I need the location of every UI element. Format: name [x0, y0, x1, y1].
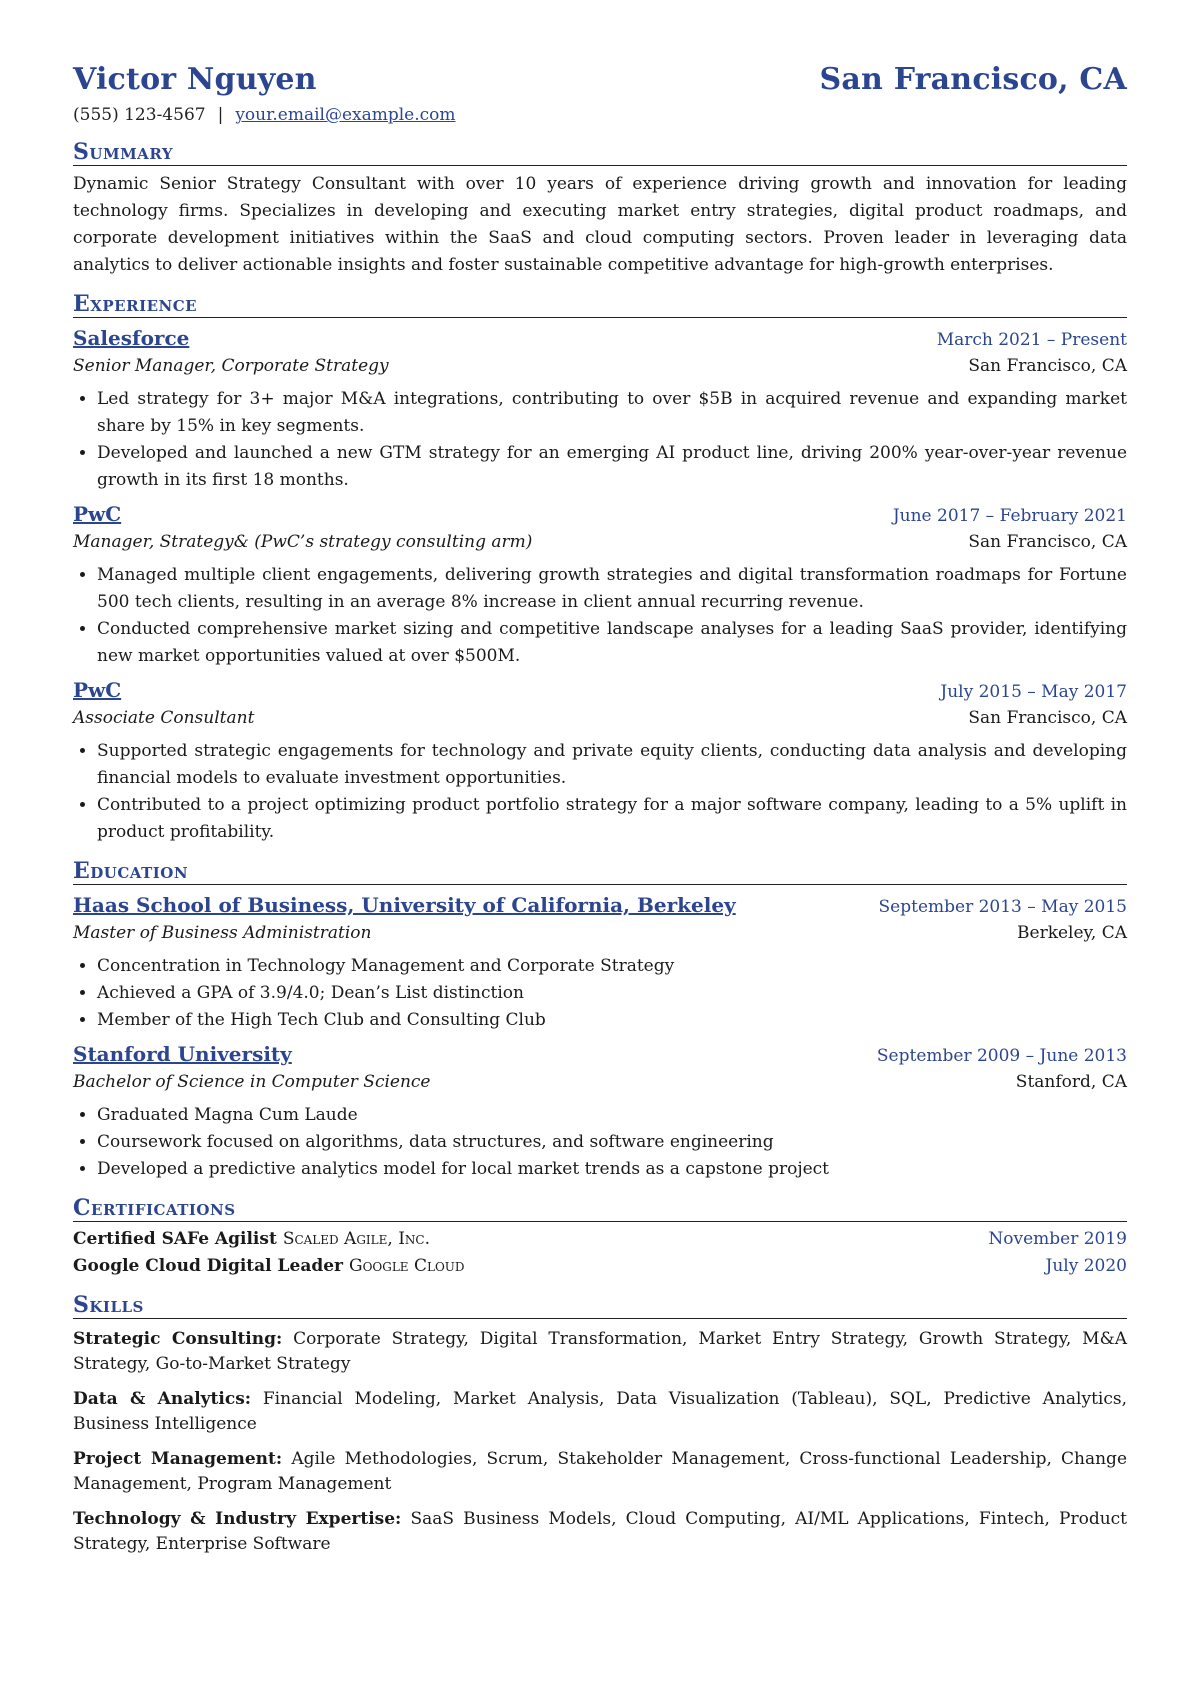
list-item: • Contributed to a project optimizing product portfolio strategy for a major software company, leading to a 5% uplift in product profitability. [97, 792, 1127, 846]
certification-name: Google Cloud Digital Leader [73, 1256, 343, 1276]
summary-text: Dynamic Senior Strategy Consultant with over 10 years of experience driving growth and innovation for leading technology firms. Specializes in developing and executing market entry strategies, digital product roadmaps, and corporate development initiatives within the SaaS and cloud computing sectors. Proven leader in leveraging data analytics to deliver actionable insights and foster sustainable competitive advantage for high-growth enterprises. [73, 174, 1127, 275]
study-dates: September 2013 – May 2015 [878, 897, 1127, 917]
job-title: Manager, Strategy& (PwC’s strategy consulting arm) [73, 532, 533, 552]
contact-line [73, 105, 1127, 125]
job-title: Associate Consultant [73, 708, 255, 728]
job-location: San Francisco, CA [968, 708, 1127, 728]
experience-entry [73, 676, 1127, 846]
certification-date: July 2020 [1045, 1256, 1127, 1276]
certification-item [73, 1226, 1127, 1253]
job-location: San Francisco, CA [968, 356, 1127, 376]
experience-heading: Experience [73, 291, 1127, 318]
employment-dates: July 2015 – May 2017 [940, 682, 1127, 702]
skill-group [73, 1507, 1127, 1557]
job-title: Senior Manager, Corporate Strategy [73, 356, 389, 376]
candidate-location: San Francisco, CA [819, 62, 1127, 97]
skill-group [73, 1327, 1127, 1377]
candidate-name: Victor Nguyen [73, 62, 317, 97]
employer-link[interactable]: Salesforce [73, 326, 190, 350]
employer-link[interactable]: PwC [73, 502, 122, 526]
list-item: • Graduated Magna Cum Laude [97, 1102, 1127, 1129]
skill-list: Agile Methodologies, Scrum, Stakeholder Management, Cross-functional Leadership, Change Management, Program Management [73, 1449, 1128, 1494]
experience-entry [73, 324, 1127, 494]
employment-dates: March 2021 – Present [936, 330, 1127, 350]
achievement-list [73, 386, 1127, 494]
list-item: • Supported strategic engagements for technology and private equity clients, conducting data analysis and developing financial models to evaluate investment opportunities. [97, 738, 1127, 792]
list-item: • Developed a predictive analytics model for local market trends as a capstone project [97, 1156, 1127, 1183]
list-item: • Conducted comprehensive market sizing and competitive landscape analyses for a leading SaaS provider, identifying new market opportunities valued at over $500M. [97, 616, 1127, 670]
experience-entry [73, 500, 1127, 670]
list-item: • Member of the High Tech Club and Consulting Club [97, 1007, 1127, 1034]
education-heading: Education [73, 858, 1127, 885]
list-item: • Concentration in Technology Management and Corporate Strategy [97, 953, 1127, 980]
list-item: • Led strategy for 3+ major M&A integrations, contributing to over $5B in acquired revenue and expanding market share by 15% in key segments. [97, 386, 1127, 440]
study-dates: September 2009 – June 2013 [876, 1046, 1127, 1066]
degree-title: Bachelor of Science in Computer Science [73, 1072, 431, 1092]
certification-name: Certified SAFe Agilist [73, 1229, 277, 1249]
skills-heading: Skills [73, 1292, 1127, 1319]
skill-list: Corporate Strategy, Digital Transformation, Market Entry Strategy, Growth Strategy, M&A Strategy, Go-to-Market Strategy [73, 1329, 1127, 1374]
certification-issuer: Google Cloud [349, 1256, 465, 1276]
education-details-list [73, 1102, 1127, 1183]
skill-category: Project Management: [73, 1449, 283, 1469]
list-item: • Managed multiple client engagements, delivering growth strategies and digital transformation roadmaps for Fortune 500 tech clients, resulting in an average 8% increase in client annual recurring revenue. [97, 562, 1127, 616]
certification-date: November 2019 [988, 1229, 1127, 1249]
phone-number: (555) 123-4567 [73, 105, 206, 125]
education-entry [73, 1040, 1127, 1183]
list-item: • Coursework focused on algorithms, data structures, and software engineering [97, 1129, 1127, 1156]
skill-list: SaaS Business Models, Cloud Computing, AI/ML Applications, Fintech, Product Strategy, Enterprise Software [73, 1509, 1127, 1554]
school-location: Stanford, CA [1015, 1072, 1127, 1092]
education-entry [73, 891, 1127, 1034]
employment-dates: June 2017 – February 2021 [892, 506, 1127, 526]
skill-list: Financial Modeling, Market Analysis, Data Visualization (Tableau), SQL, Predictive Analytics, Business Intelligence [73, 1389, 1127, 1434]
school-link[interactable]: Stanford University [73, 1042, 292, 1066]
degree-title: Master of Business Administration [73, 923, 372, 943]
resume-header [73, 62, 1127, 97]
skill-group [73, 1447, 1127, 1497]
skill-category: Technology & Industry Expertise: [73, 1509, 402, 1529]
school-location: Berkeley, CA [1017, 923, 1127, 943]
achievement-list [73, 738, 1127, 846]
certifications-list [73, 1226, 1127, 1280]
job-location: San Francisco, CA [968, 532, 1127, 552]
list-item: • Achieved a GPA of 3.9/4.0; Dean’s List distinction [97, 980, 1127, 1007]
employer-link[interactable]: PwC [73, 678, 122, 702]
achievement-list [73, 562, 1127, 670]
email-link[interactable]: your.email@example.com [235, 105, 456, 125]
skill-category: Strategic Consulting: [73, 1329, 283, 1349]
certification-item [73, 1253, 1127, 1280]
certifications-heading: Certifications [73, 1195, 1127, 1222]
skill-group [73, 1387, 1127, 1437]
certification-issuer: Scaled Agile, Inc. [282, 1229, 430, 1249]
skill-category: Data & Analytics: [73, 1389, 252, 1409]
school-link[interactable]: Haas School of Business, University of California, Berkeley [73, 893, 736, 917]
summary-heading: Summary [73, 139, 1127, 166]
contact-separator: | [217, 105, 224, 125]
list-item: • Developed and launched a new GTM strategy for an emerging AI product line, driving 200% year-over-year revenue growth in its first 18 months. [97, 440, 1127, 494]
education-details-list [73, 953, 1127, 1034]
